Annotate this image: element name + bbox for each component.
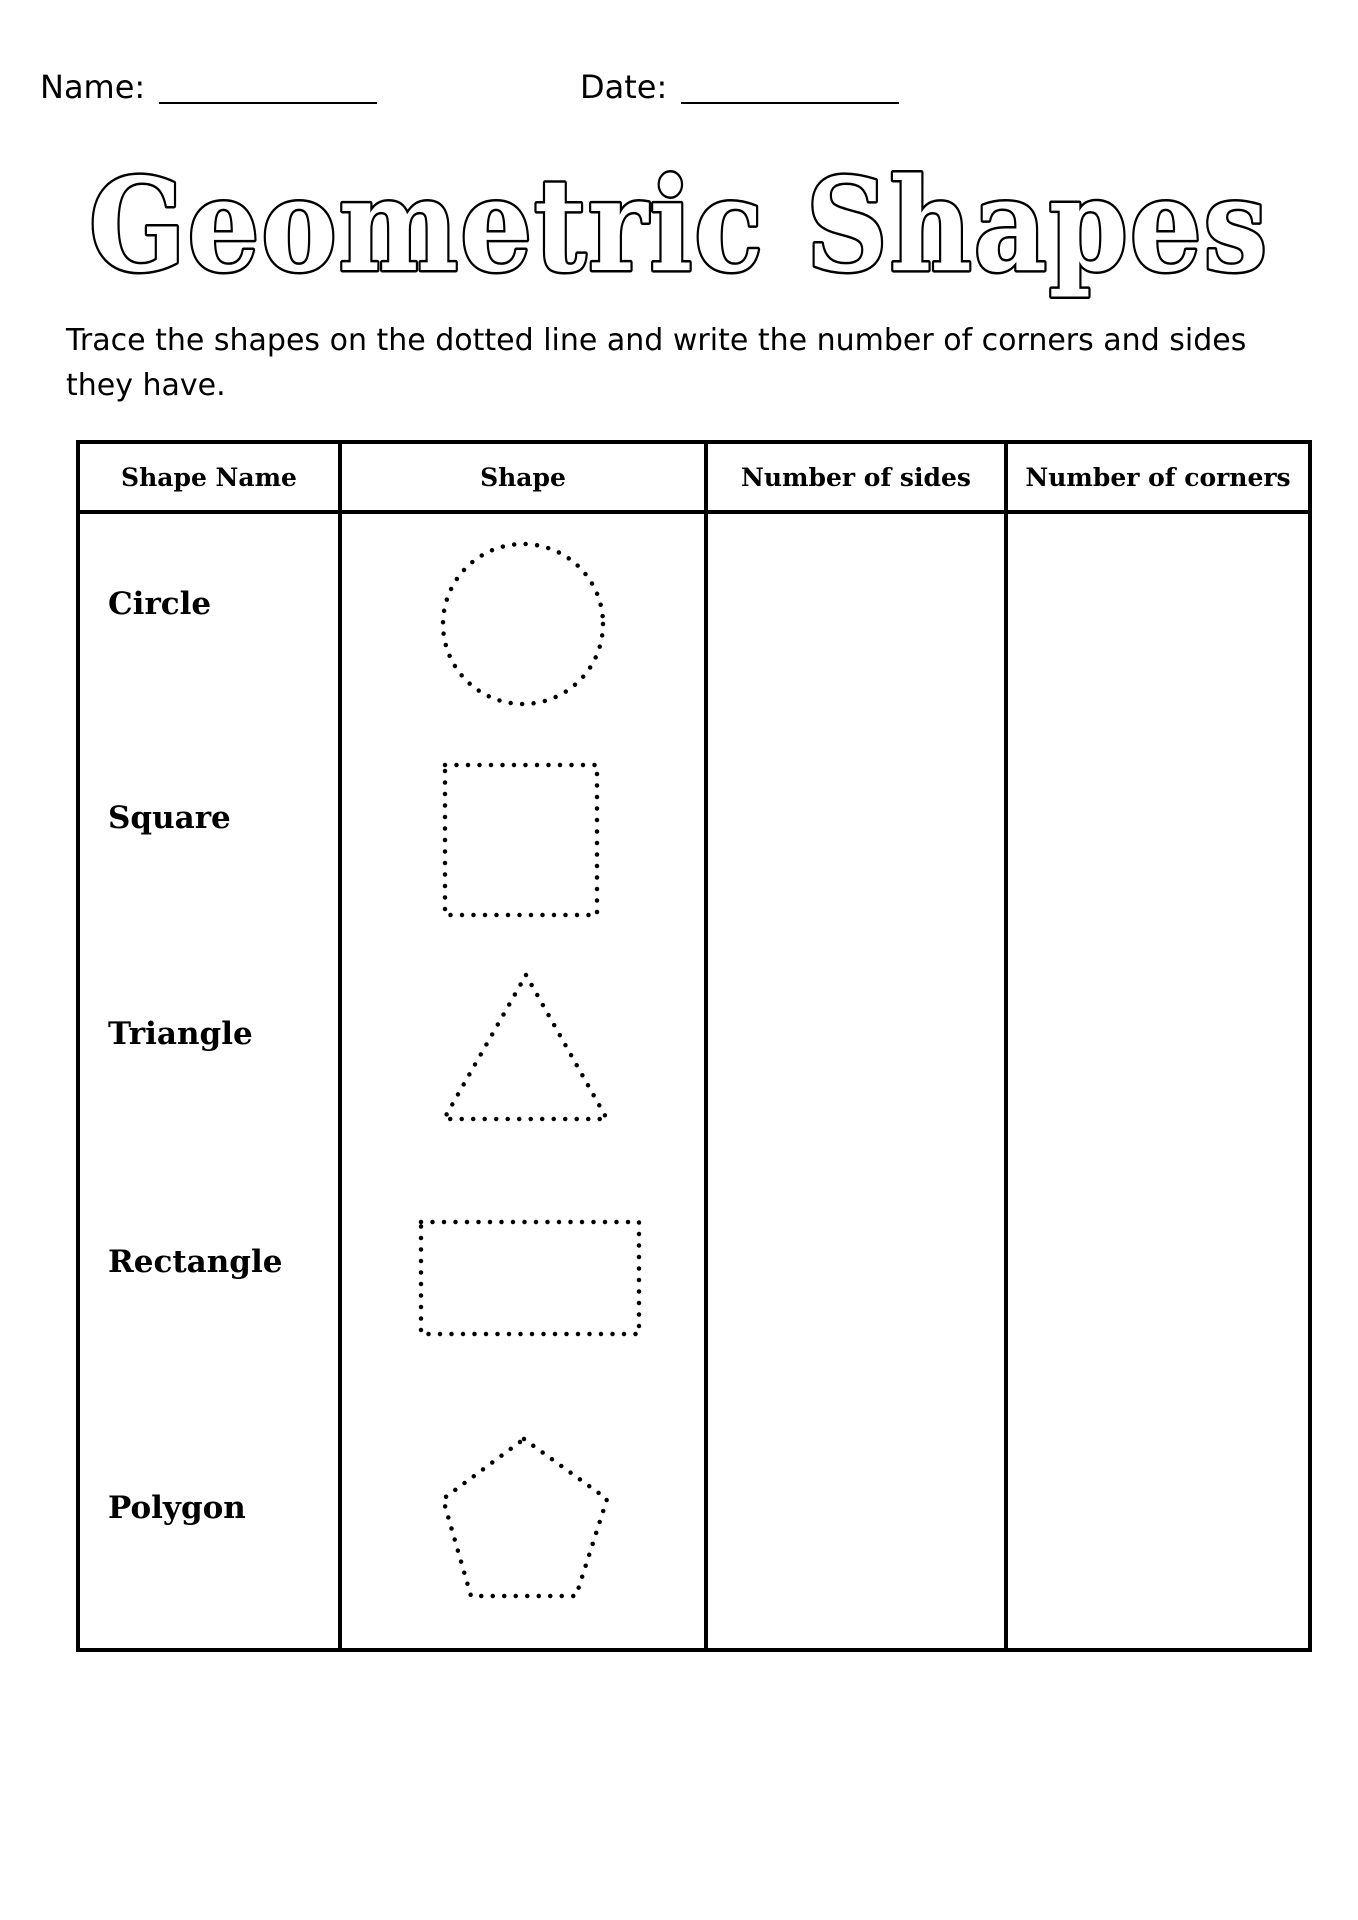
header-shape: Shape	[480, 462, 566, 492]
pentagon-icon	[443, 1439, 607, 1596]
circle-icon	[443, 544, 603, 704]
square-icon	[445, 765, 597, 915]
header-shape-name: Shape Name	[121, 462, 297, 492]
row-name-circle: Circle	[108, 586, 212, 622]
instructions-text: Trace the shapes on the dotted line and write the number of corners and sides they have.	[66, 323, 1247, 403]
page-title-text: Geometric Shapes	[89, 151, 1269, 301]
triangle-icon	[444, 975, 607, 1119]
header-number-of-sides: Number of sides	[741, 462, 971, 492]
row-name-polygon: Polygon	[108, 1490, 246, 1526]
row-name-triangle: Triangle	[108, 1016, 253, 1052]
name-blank-line[interactable]	[159, 102, 377, 104]
rectangle-icon	[421, 1222, 639, 1334]
shape-table	[76, 440, 1312, 1652]
name-field[interactable]	[40, 68, 377, 106]
date-blank-line[interactable]	[681, 102, 899, 104]
date-field[interactable]	[580, 68, 899, 106]
date-label: Date:	[580, 68, 668, 106]
row-name-rectangle: Rectangle	[108, 1244, 283, 1280]
header-number-of-corners: Number of corners	[1025, 462, 1291, 492]
row-name-square: Square	[108, 800, 231, 836]
name-label: Name:	[40, 68, 146, 106]
page-title	[0, 150, 1358, 320]
